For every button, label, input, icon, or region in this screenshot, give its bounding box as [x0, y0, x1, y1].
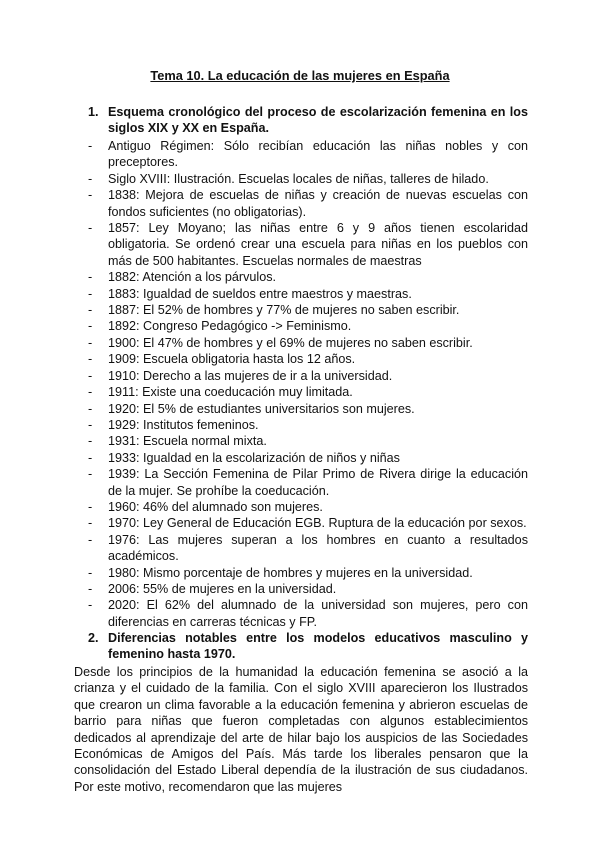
list-item — [88, 171, 528, 187]
list-item-text: 1929: Institutos femeninos. — [108, 417, 259, 432]
list-item-text: 1910: Derecho a las mujeres de ir a la universidad. — [108, 368, 393, 383]
list-item-text: 1976: Las mujeres superan a los hombres en cuanto a resultados académicos. — [108, 532, 528, 564]
timeline-list — [88, 138, 528, 630]
bullet-dash: - — [88, 286, 93, 301]
list-item-text: 1939: La Sección Femenina de Pilar Primo de Rivera dirige la educación de la mujer. Se prohíbe la coeducación. — [108, 467, 528, 498]
list-item — [88, 565, 528, 581]
bullet-dash: - — [88, 303, 93, 318]
bullet-dash: - — [88, 565, 93, 580]
bullet-dash: - — [88, 221, 93, 236]
bullet-dash: - — [88, 499, 93, 514]
list-item — [88, 499, 528, 515]
list-item-text: 1838: Mejora de escuelas de niñas y creación de nuevas escuelas con fondos suficientes (no obligatorias). — [108, 188, 528, 219]
list-item-text: 2006: 55% de mujeres en la universidad. — [108, 581, 337, 596]
list-item-text: 1960: 46% del alumnado son mujeres. — [108, 499, 323, 514]
list-item-text: 1933: Igualdad en la escolarización de niños y niñas — [108, 450, 400, 465]
list-item — [88, 417, 528, 433]
list-item-text: 1920: El 5% de estudiantes universitarios son mujeres. — [108, 401, 415, 416]
bullet-dash: - — [88, 401, 93, 416]
section-1-heading — [88, 104, 528, 137]
list-item-text: Antiguo Régimen: Sólo recibían educación las niñas nobles y con preceptores. — [108, 139, 528, 170]
list-item — [88, 220, 528, 269]
list-item — [88, 401, 528, 417]
list-item — [88, 515, 528, 531]
bullet-dash: - — [88, 335, 93, 350]
bullet-dash: - — [88, 434, 93, 449]
list-item-text: 1909: Escuela obligatoria hasta los 12 años. — [108, 352, 356, 367]
bullet-dash: - — [88, 516, 93, 531]
bullet-dash: - — [88, 467, 93, 482]
section-2-heading — [88, 630, 528, 663]
list-item — [88, 351, 528, 367]
list-item-text: 1883: Igualdad de sueldos entre maestros y maestras. — [108, 286, 412, 301]
list-item — [88, 318, 528, 334]
list-item — [88, 581, 528, 597]
list-item — [88, 187, 528, 220]
list-item-text: 1887: El 52% de hombres y 77% de mujeres no saben escribir. — [108, 303, 460, 318]
bullet-dash: - — [88, 532, 93, 547]
section-1-number: 1. — [88, 105, 99, 119]
list-item — [88, 466, 528, 499]
section-2-number: 2. — [88, 631, 99, 645]
bullet-dash: - — [88, 368, 93, 383]
list-item-text: 1882: Atención a los párvulos. — [108, 270, 277, 285]
list-item — [88, 302, 528, 318]
list-item — [88, 335, 528, 351]
list-item — [88, 286, 528, 302]
list-item — [88, 597, 528, 630]
list-item-text: 1857: Ley Moyano; las niñas entre 6 y 9 años tienen escolaridad obligatoria. Se ordenó crear una escuela para niñas en los pueblos con más de 500 habitantes. Escuelas normales de maestras — [108, 221, 528, 268]
list-item — [88, 433, 528, 449]
bullet-dash: - — [88, 270, 93, 285]
bullet-dash: - — [88, 417, 93, 432]
list-item — [88, 532, 528, 565]
list-item — [88, 368, 528, 384]
bullet-dash: - — [88, 352, 93, 367]
bullet-dash: - — [88, 450, 93, 465]
section-1-title: Esquema cronológico del proceso de escolarización femenina en los siglos XIX y XX en España. — [108, 105, 528, 136]
bullet-dash: - — [88, 139, 93, 153]
page-title: Tema 10. La educación de las mujeres en España — [150, 68, 450, 83]
list-item-text: 1911: Existe una coeducación muy limitada. — [108, 385, 353, 400]
list-item — [88, 450, 528, 466]
list-item-text: 1900: El 47% de hombres y el 69% de mujeres no saben escribir. — [108, 335, 473, 350]
bullet-dash: - — [88, 171, 93, 186]
list-item-text: 1931: Escuela normal mixta. — [108, 434, 267, 449]
bullet-dash: - — [88, 188, 93, 203]
bullet-dash: - — [88, 598, 93, 613]
list-item — [88, 384, 528, 400]
list-item — [88, 138, 528, 171]
list-item-text: 1970: Ley General de Educación EGB. Ruptura de la educación por sexos. — [108, 516, 527, 531]
bullet-dash: - — [88, 385, 93, 400]
list-item-text: 1892: Congreso Pedagógico -> Feminismo. — [108, 319, 352, 334]
list-item-text: Siglo XVIII: Ilustración. Escuelas locales de niñas, talleres de hilado. — [108, 171, 489, 186]
list-item-text: 1980: Mismo porcentaje de hombres y mujeres en la universidad. — [108, 565, 473, 580]
section-2-title: Diferencias notables entre los modelos educativos masculino y femenino hasta 1970. — [108, 631, 528, 662]
list-item-text: 2020: El 62% del alumnado de la universidad son mujeres, pero con diferencias en carreras técnicas y FP. — [108, 598, 528, 629]
bullet-dash: - — [88, 319, 93, 334]
section-2-paragraph: Desde los principios de la humanidad la educación femenina se asoció a la crianza y el cuidado de la familia. Con el siglo XVIII aparecieron los Ilustrados que crearon un clima favorable a la educación femenina y abrieron escuelas de barrio para niñas que fueron completadas con algunos establecimientos dedicados al aprendizaje del arte de hilar bajo los auspicios de las Sociedades Económicas de Amigos del País. Más tarde los liberales pensaron que la consolidación del Estado Liberal dependía de la ilustración de sus ciudadanos. Por este motivo, recomendaron que las mujeres — [74, 665, 528, 794]
list-item — [88, 269, 528, 285]
bullet-dash: - — [88, 581, 93, 596]
